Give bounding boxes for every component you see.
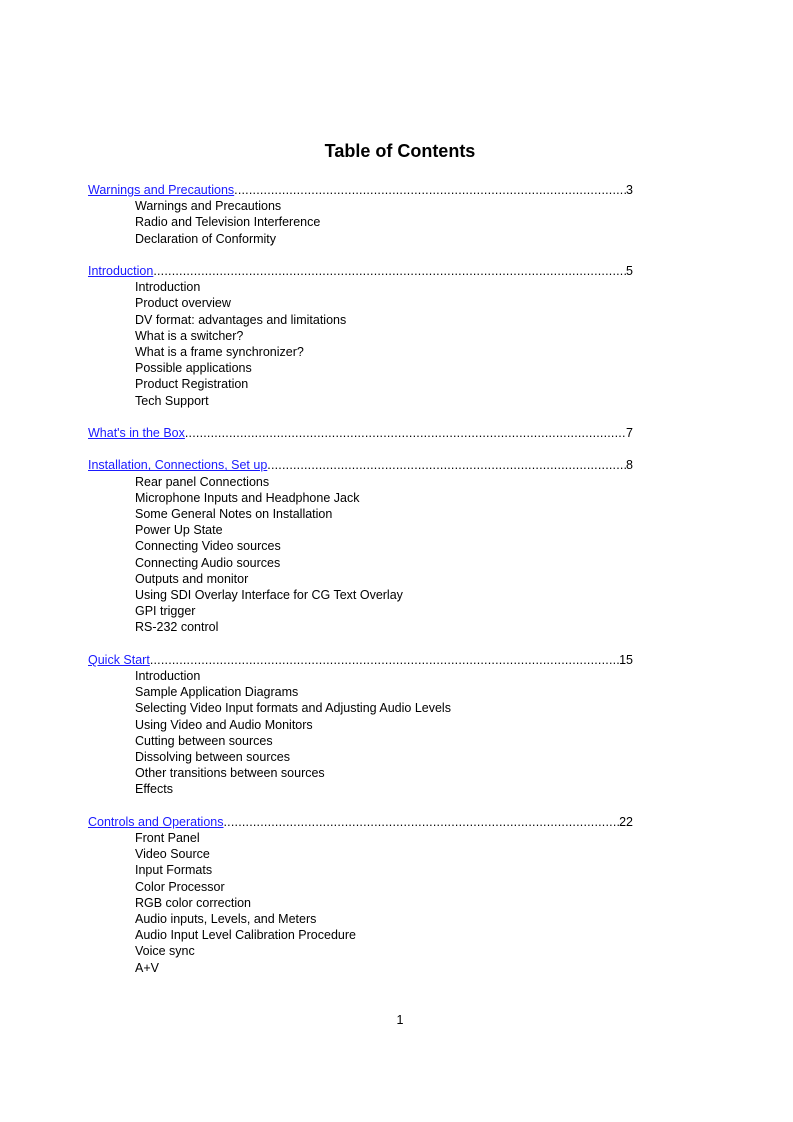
toc-subitems [88, 830, 633, 976]
toc-subitem: Connecting Video sources [135, 539, 281, 554]
toc-subitem: Front Panel [135, 831, 200, 846]
toc-subitem: RS-232 control [135, 620, 219, 635]
toc-page-number: 22 [619, 814, 633, 829]
table-of-contents [88, 182, 633, 992]
toc-subitem: Power Up State [135, 523, 223, 538]
toc-subitem: GPI trigger [135, 604, 196, 619]
toc-entry [88, 263, 633, 279]
toc-subitems [88, 668, 633, 798]
toc-subitem: Color Processor [135, 879, 225, 894]
dot-leader [224, 814, 620, 830]
toc-page-number: 3 [626, 183, 633, 197]
toc-subitem: Input Formats [135, 863, 213, 878]
dot-leader [150, 652, 619, 668]
toc-section [88, 652, 633, 798]
dot-leader [234, 182, 626, 198]
toc-section-link[interactable]: What's in the Box [88, 426, 185, 441]
toc-section [88, 457, 633, 635]
toc-subitem: Some General Notes on Installation [135, 507, 333, 522]
toc-subitem: Introduction [135, 280, 201, 295]
toc-subitem: What is a frame synchronizer? [135, 345, 304, 360]
dot-leader [267, 457, 626, 473]
toc-subitem: Warnings and Precautions [135, 199, 282, 214]
toc-section [88, 814, 633, 976]
toc-entry [88, 182, 633, 198]
toc-subitem: Rear panel Connections [135, 474, 270, 489]
toc-subitem: Effects [135, 782, 173, 797]
toc-subitem: Using SDI Overlay Interface for CG Text Overlay [135, 588, 403, 603]
toc-section-link[interactable]: Quick Start [88, 652, 150, 667]
toc-subitem: What is a switcher? [135, 328, 244, 343]
toc-subitem: Cutting between sources [135, 733, 273, 748]
toc-subitem: Outputs and monitor [135, 571, 249, 586]
page-title: Table of Contents [324, 141, 476, 161]
toc-subitem: Product overview [135, 296, 231, 311]
toc-subitem: Selecting Video Input formats and Adjusting Audio Levels [135, 701, 451, 716]
toc-page-number: 15 [619, 652, 633, 667]
toc-subitem: Video Source [135, 847, 210, 862]
toc-subitem: Audio Input Level Calibration Procedure [135, 928, 356, 943]
toc-section [88, 263, 633, 409]
toc-subitem: Radio and Television Interference [135, 215, 321, 230]
toc-section [88, 425, 633, 441]
toc-subitem: Microphone Inputs and Headphone Jack [135, 490, 360, 505]
toc-subitem: DV format: advantages and limitations [135, 312, 347, 327]
toc-subitem: Product Registration [135, 377, 249, 392]
page-number: 1 [396, 1013, 404, 1027]
toc-subitem: Other transitions between sources [135, 766, 325, 781]
toc-entry [88, 652, 633, 668]
toc-subitem: Declaration of Conformity [135, 231, 277, 246]
toc-subitem: Tech Support [135, 393, 209, 408]
toc-page-number: 8 [626, 458, 633, 473]
toc-section-link[interactable]: Warnings and Precautions [88, 183, 235, 197]
dot-leader [153, 263, 626, 279]
toc-page-number: 7 [626, 426, 633, 441]
toc-subitem: Possible applications [135, 361, 252, 376]
toc-section-link[interactable]: Installation, Connections, Set up [88, 458, 268, 473]
toc-entry [88, 425, 633, 441]
toc-subitem: A+V [135, 960, 159, 975]
toc-subitem: RGB color correction [135, 895, 252, 910]
toc-section [88, 182, 633, 247]
toc-subitems [88, 474, 633, 636]
toc-page-number: 5 [626, 264, 633, 278]
toc-subitem: Using Video and Audio Monitors [135, 717, 313, 732]
toc-entry [88, 457, 633, 473]
toc-subitem: Connecting Audio sources [135, 555, 281, 570]
toc-entry [88, 814, 633, 830]
toc-subitem: Introduction [135, 669, 201, 684]
toc-subitem: Voice sync [135, 944, 195, 959]
toc-subitem: Dissolving between sources [135, 750, 290, 765]
toc-section-link[interactable]: Controls and Operations [88, 814, 224, 829]
dot-leader [185, 425, 626, 441]
toc-section-link[interactable]: Introduction [88, 264, 154, 278]
toc-subitems [88, 198, 633, 247]
toc-subitems [88, 279, 633, 409]
toc-subitem: Sample Application Diagrams [135, 685, 299, 700]
toc-subitem: Audio inputs, Levels, and Meters [135, 912, 317, 927]
